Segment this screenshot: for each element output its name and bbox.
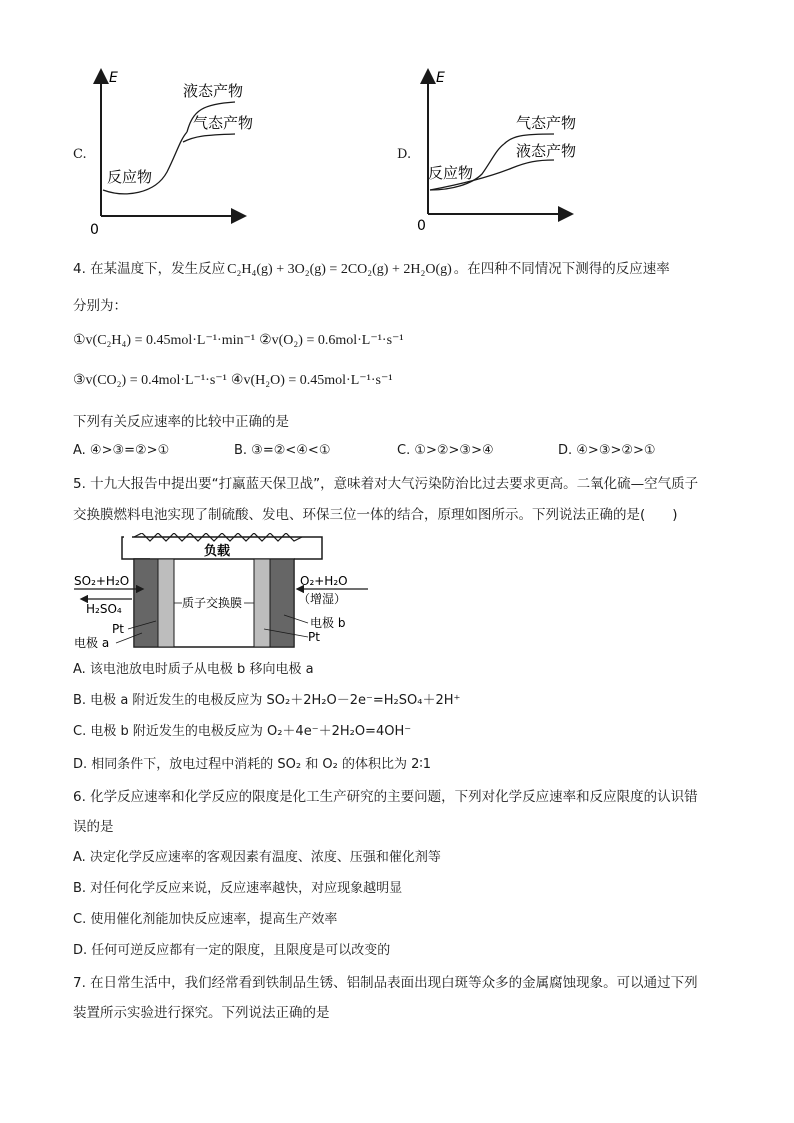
- energy-diagram-d: [412, 64, 582, 240]
- reactant-label: 反应物: [428, 164, 474, 182]
- q6-stem-line2: 误的是: [73, 819, 114, 835]
- q5-option-d: D. 相同条件下，放电过程中消耗的 SO₂ 和 O₂ 的体积比为 2∶1: [73, 757, 432, 772]
- pt-layer-left: [158, 559, 174, 647]
- q4-rates-line2: [73, 372, 393, 390]
- q5-option-a: A. 该电池放电时质子从电极 b 移向电极 a: [73, 662, 314, 677]
- q4-stem-line2: 分别为：: [73, 298, 127, 314]
- q4-rate-1: ①v(C₂H₄) = 0.45mol·L⁻¹·min⁻¹: [73, 333, 256, 348]
- humidified-label: （增湿）: [298, 592, 347, 606]
- origin-label: 0: [417, 218, 426, 234]
- figure-c-label: C.: [73, 147, 87, 162]
- q6-option-d: D. 任何可逆反应都有一定的限度，且限度是可以改变的: [73, 943, 391, 958]
- q5-stem-line2: 交换膜燃料电池实现了制硫酸、发电、环保三位一体的结合，原理如图所示。下列说法正确的是( ): [73, 507, 678, 523]
- q7-stem-line2: 装置所示实验进行探究。下列说法正确的是: [73, 1005, 330, 1021]
- electrode-b-label: 电极 b: [310, 616, 346, 630]
- gas-product-label: 气态产物: [193, 114, 254, 132]
- q4-equation: C₂H₄(g) + 3O₂(g) = 2CO₂(g) + 2H₂O(g): [227, 262, 452, 277]
- pt-right-label: Pt: [308, 630, 320, 644]
- q4-option-a: A. ④>③=②>①: [73, 443, 170, 458]
- axis-e-label: E: [436, 70, 445, 86]
- gas-product-label: 气态产物: [516, 114, 577, 132]
- left-input-label: SO₂+H₂O: [74, 574, 130, 588]
- q6-option-b: B. 对任何化学反应来说，反应速率越快，对应现象越明显: [73, 881, 403, 896]
- liquid-product-label: 液态产物: [183, 82, 244, 100]
- energy-diagram-c: [85, 62, 255, 242]
- load-label: 负载: [204, 544, 231, 559]
- gas-product-curve: [183, 134, 235, 142]
- q5-stem-line1: 5. 十九大报告中提出要“打赢蓝天保卫战”，意味着对大气污染防治比过去要求更高。二氧化硫—空气质子: [73, 476, 699, 492]
- right-input-label: O₂+H₂O: [300, 574, 348, 588]
- q5-option-c: C. 电极 b 附近发生的电极反应为 O₂＋4e⁻＋2H₂O=4OH⁻: [73, 724, 412, 739]
- pt-layer-right: [254, 559, 270, 647]
- fuel-cell-diagram: [72, 533, 372, 653]
- origin-label: 0: [90, 222, 99, 238]
- q5-option-b: B. 电极 a 附近发生的电极反应为 SO₂＋2H₂O－2e⁻=H₂SO₄＋2H⁺: [73, 693, 461, 708]
- q4-stem-line1: 4. 在某温度下，发生反应 C₂H₄(g) + 3O₂(g) = 2CO₂(g) + 2H₂O(g) 。在四种不同情况下测得的反应速率: [73, 261, 670, 277]
- left-output-label: H₂SO₄: [86, 602, 122, 616]
- q4-question: 下列有关反应速率的比较中正确的是: [73, 414, 289, 430]
- q4-rate-2: ②v(O₂) = 0.6mol·L⁻¹·s⁻¹: [259, 333, 404, 348]
- liquid-product-label: 液态产物: [516, 142, 577, 160]
- q6-stem-line1: 6. 化学反应速率和化学反应的限度是化工生产研究的主要问题，下列对化学反应速率和反应限度的认识错: [73, 789, 698, 805]
- q6-option-c: C. 使用催化剂能加快反应速率，提高生产效率: [73, 912, 338, 927]
- membrane-label: 质子交换膜: [182, 596, 243, 610]
- electrode-a-block: [134, 559, 158, 647]
- q6-option-a: A. 决定化学反应速率的客观因素有温度、浓度、压强和催化剂等: [73, 850, 441, 865]
- q7-stem-line1: 7. 在日常生活中，我们经常看到铁制品生锈、铝制品表面出现白斑等众多的金属腐蚀现象。可以通过下列: [73, 975, 698, 991]
- reactant-label: 反应物: [107, 168, 153, 186]
- axis-e-label: E: [109, 70, 118, 86]
- figure-d-label: D.: [397, 147, 412, 162]
- q4-rate-3: ③v(CO₂) = 0.4mol·L⁻¹·s⁻¹: [73, 373, 227, 388]
- pt-left-label: Pt: [112, 622, 124, 636]
- q4-option-d: D. ④>③>②>①: [558, 443, 656, 458]
- q4-rate-4: ④v(H₂O) = 0.45mol·L⁻¹·s⁻¹: [230, 373, 393, 388]
- electrode-a-label: 电极 a: [74, 636, 110, 650]
- q4-option-b: B. ③=②<④<①: [234, 443, 331, 458]
- q4-option-c: C. ①>②>③>④: [397, 443, 494, 458]
- q4-rates-line1: [73, 332, 404, 350]
